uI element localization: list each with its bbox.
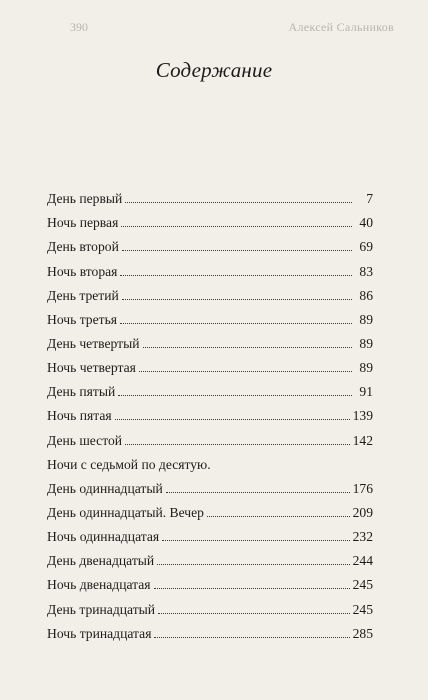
- toc-entry-page: 83: [359, 263, 373, 279]
- toc-entry-title: Ночь третья: [47, 311, 118, 327]
- dot-leader: [122, 250, 352, 251]
- dot-leader: [154, 637, 349, 638]
- toc-entry: [47, 497, 373, 521]
- toc-entry: [47, 521, 373, 545]
- toc-entry-title: Ночь первая: [47, 215, 119, 231]
- toc-entry-title: День второй: [47, 239, 119, 255]
- toc-entry-title: Ночи с седьмой по десятую.: [47, 456, 211, 472]
- toc-entry: [47, 183, 373, 207]
- dot-leader: [120, 275, 352, 276]
- dot-leader: [125, 444, 350, 445]
- toc-entry-page: 245: [352, 577, 373, 593]
- toc-entry: [47, 473, 373, 497]
- dot-leader: [118, 395, 352, 396]
- toc-entry: [47, 424, 373, 448]
- running-head-author: Алексей Сальников: [288, 20, 394, 34]
- toc-entry-title: День одиннадцатый: [47, 480, 163, 496]
- toc-entry: [47, 304, 373, 328]
- toc-entry-title: День тринадцатый: [47, 601, 156, 617]
- toc-entry-page: 89: [359, 311, 373, 327]
- dot-leader: [162, 540, 349, 541]
- dot-leader: [154, 588, 350, 589]
- toc-entry-title: День двенадцатый: [47, 553, 155, 569]
- toc-entry-title: Ночь двенадцатая: [47, 577, 151, 593]
- page-title: Содержание: [155, 58, 273, 82]
- toc-entry-page: 89: [359, 360, 373, 376]
- toc-entry-page: 209: [352, 504, 373, 520]
- toc-entry: [47, 593, 373, 617]
- toc-entry: [47, 352, 373, 376]
- toc-entry-title: День третий: [47, 287, 119, 303]
- toc-entry-page: 139: [352, 408, 373, 424]
- running-head-page-number: 390: [70, 20, 88, 34]
- toc-entry: [47, 376, 373, 400]
- toc-entry: [47, 231, 373, 255]
- toc-entry-title: День шестой: [47, 432, 123, 448]
- toc-entry-page: 142: [352, 432, 373, 448]
- toc-entry: [47, 569, 373, 593]
- dot-leader: [157, 564, 349, 565]
- dot-leader: [120, 323, 352, 324]
- toc-entry-page: 40: [359, 215, 373, 231]
- toc-entry: [47, 280, 373, 304]
- dot-leader: [125, 202, 352, 203]
- toc-entry-title: День пятый: [47, 384, 116, 400]
- toc-entry-page: 245: [352, 601, 373, 617]
- running-head: [0, 14, 428, 38]
- toc-entry-title: День первый: [47, 191, 123, 207]
- table-of-contents: [47, 183, 373, 642]
- dot-leader: [122, 299, 352, 300]
- toc-entry-title: Ночь четвертая: [47, 360, 136, 376]
- toc-entry: [47, 207, 373, 231]
- toc-entry-page: 69: [359, 239, 373, 255]
- toc-entry-page: 244: [352, 553, 373, 569]
- toc-entry: [47, 255, 373, 279]
- toc-entry: [47, 328, 373, 352]
- toc-entry: [47, 400, 373, 424]
- toc-entry-title: Ночь пятая: [47, 408, 112, 424]
- toc-entry-page: 91: [359, 384, 373, 400]
- toc-entry: [47, 618, 373, 642]
- toc-entry: [47, 545, 373, 569]
- toc-entry-title: Ночь тринадцатая: [47, 625, 152, 641]
- toc-entry-title: День четвертый: [47, 335, 140, 351]
- toc-entry-page: 176: [352, 480, 373, 496]
- toc-entry-title: Ночь одиннадцатая: [47, 529, 160, 545]
- dot-leader: [143, 347, 353, 348]
- dot-leader: [166, 492, 350, 493]
- toc-entry-title: День одиннадцатый. Вечер: [47, 504, 204, 520]
- toc-entry: [47, 449, 373, 473]
- toc-entry-page: 232: [352, 529, 373, 545]
- dot-leader: [121, 226, 352, 227]
- toc-entry-page: 89: [359, 335, 373, 351]
- dot-leader: [115, 419, 350, 420]
- dot-leader: [158, 613, 350, 614]
- toc-entry-title: Ночь вторая: [47, 263, 118, 279]
- toc-entry-page: 86: [359, 287, 373, 303]
- dot-leader: [139, 371, 352, 372]
- dot-leader: [207, 516, 350, 517]
- toc-entry-page: 285: [352, 625, 373, 641]
- toc-entry-page: 7: [366, 191, 373, 207]
